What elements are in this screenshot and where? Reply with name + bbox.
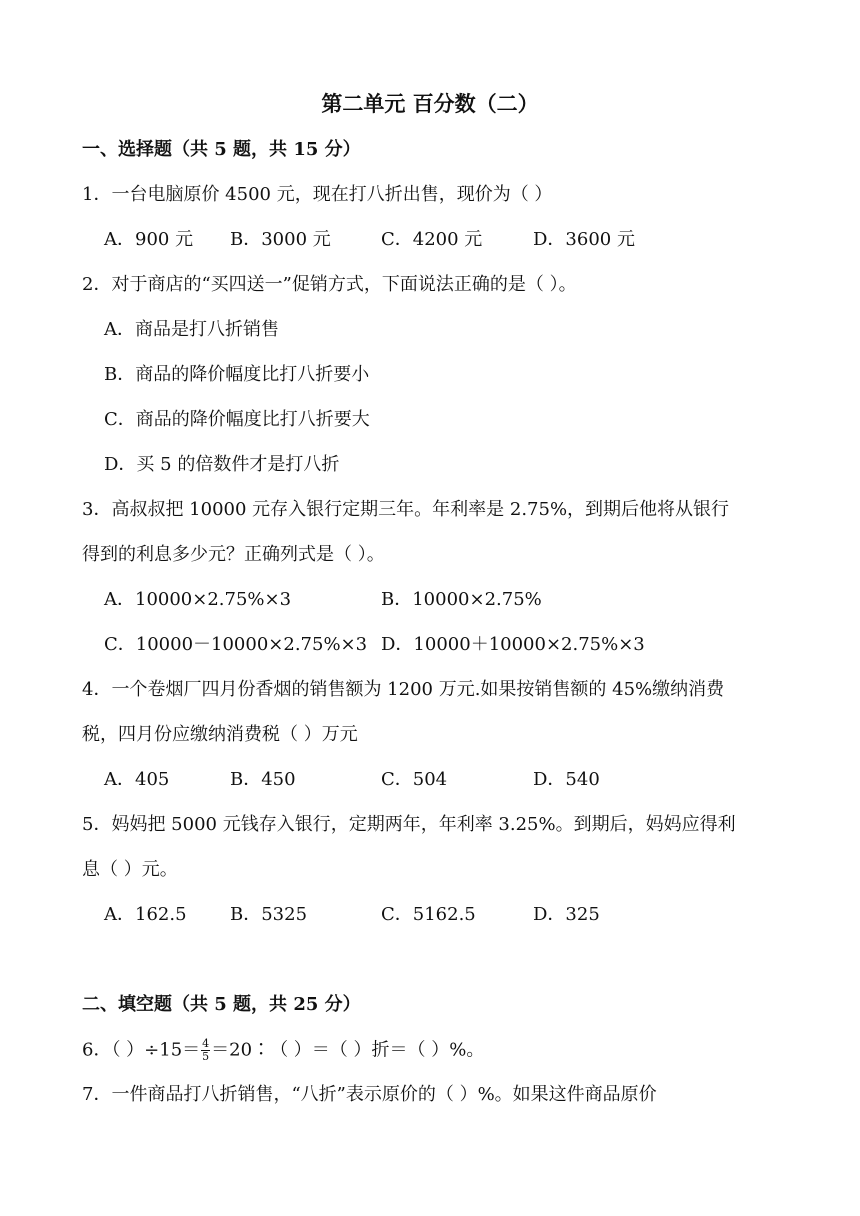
question-3-option-c: C．10000－10000×2.75%×3 — [104, 634, 368, 655]
question-2-option-a: A．商品是打八折销售 — [104, 319, 279, 340]
question-4-option-c: C．504 — [381, 769, 448, 790]
question-5-option-d: D．325 — [533, 904, 600, 925]
section-heading-fill-blank: 二、填空题（共 5 题，共 25 分） — [82, 994, 361, 1015]
question-5-stem-line-1: 5．妈妈把 5000 元钱存入银行，定期两年，年利率 3.25%。到期后，妈妈应得利 — [82, 814, 736, 835]
section-heading-choice: 一、选择题（共 5 题，共 15 分） — [82, 139, 361, 160]
question-6-fraction — [201, 1038, 210, 1063]
question-5-option-c: C．5162.5 — [381, 904, 476, 925]
question-4-stem-line-1: 4．一个卷烟厂四月份香烟的销售额为 1200 万元.如果按销售额的 45%缴纳消费 — [82, 679, 725, 700]
question-6-stem — [82, 1038, 484, 1063]
question-6-suffix: ＝20∶（ ）＝（ ）折＝（ ）%。 — [211, 1039, 485, 1061]
question-2-option-b: B．商品的降价幅度比打八折要小 — [104, 364, 370, 385]
question-4-option-a: A．405 — [104, 769, 170, 790]
question-7-stem-line-1: 7．一件商品打八折销售，“八折”表示原价的（ ）%。如果这件商品原价 — [82, 1084, 657, 1105]
page-title: 第二单元 百分数（二） — [321, 91, 539, 116]
question-5-option-a: A．162.5 — [104, 904, 187, 925]
question-3-option-d: D．10000＋10000×2.75%×3 — [381, 634, 645, 655]
question-1-option-a: A．900 元 — [104, 229, 194, 250]
question-2-option-c: C．商品的降价幅度比打八折要大 — [104, 409, 370, 430]
question-1-stem: 1．一台电脑原价 4500 元，现在打八折出售，现价为（ ） — [82, 184, 553, 205]
question-1-option-c: C．4200 元 — [381, 229, 483, 250]
question-2-stem: 2．对于商店的“买四送一”促销方式，下面说法正确的是（ ）。 — [82, 274, 577, 295]
question-3-option-a: A．10000×2.75%×3 — [104, 589, 292, 610]
question-1-option-b: B．3000 元 — [230, 229, 331, 250]
question-3-option-b: B．10000×2.75% — [381, 589, 542, 610]
question-5-stem-line-2: 息（ ）元。 — [82, 859, 178, 880]
question-6-prefix: 6．（ ）÷15＝ — [82, 1039, 201, 1061]
question-5-option-b: B．5325 — [230, 904, 308, 925]
question-4-option-d: D．540 — [533, 769, 600, 790]
fraction-numerator: 4 — [202, 1037, 210, 1050]
fraction-denominator: 5 — [202, 1050, 210, 1063]
question-3-stem-line-1: 3．高叔叔把 10000 元存入银行定期三年。年利率是 2.75%，到期后他将从银行 — [82, 499, 730, 520]
question-2-option-d: D．买 5 的倍数件才是打八折 — [104, 454, 340, 475]
question-4-stem-line-2: 税，四月份应缴纳消费税（ ）万元 — [82, 724, 358, 745]
question-4-option-b: B．450 — [230, 769, 296, 790]
question-1-option-d: D．3600 元 — [533, 229, 635, 250]
question-3-stem-line-2: 得到的利息多少元？正确列式是（ ）。 — [82, 544, 385, 565]
